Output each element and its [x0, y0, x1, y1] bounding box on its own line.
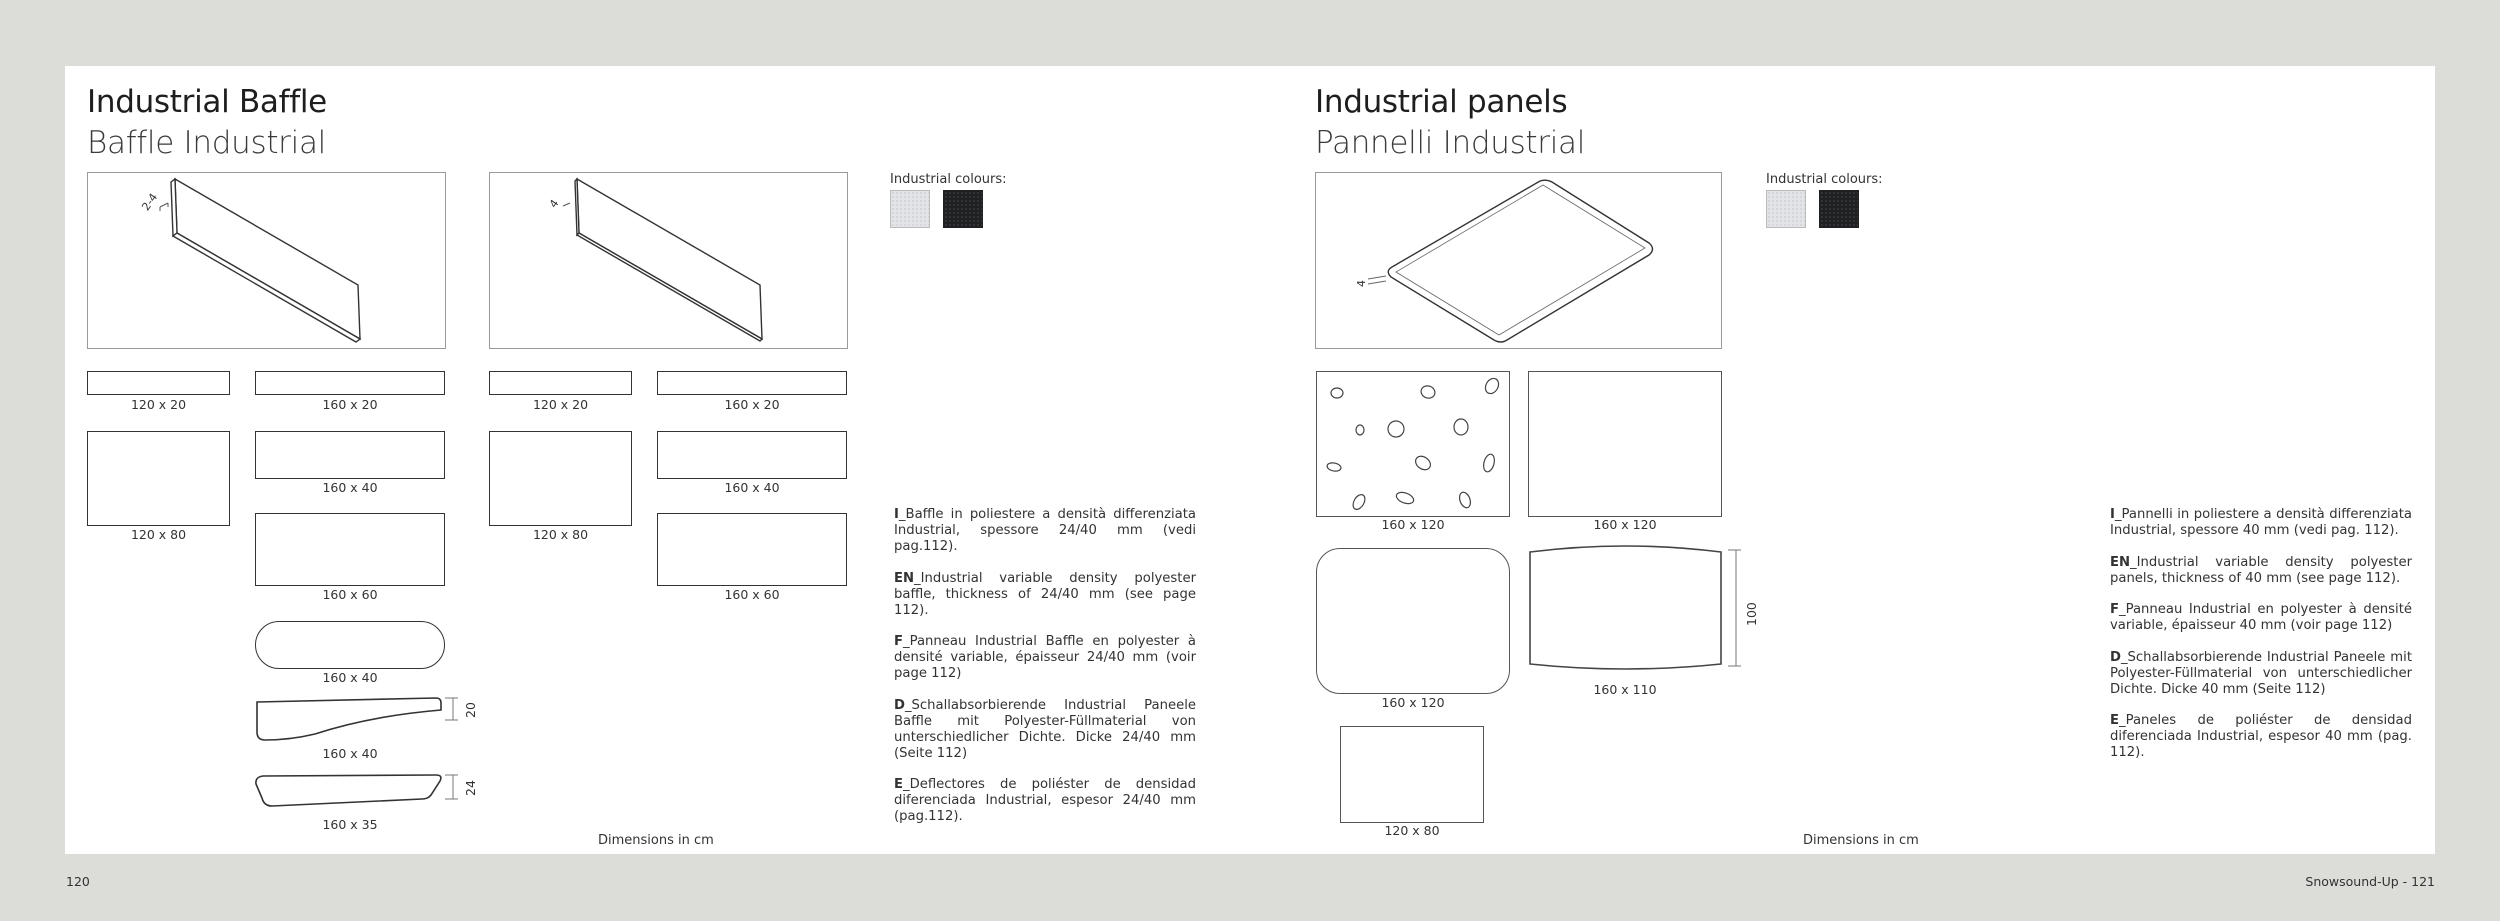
size-label: 120 x 20 [130, 397, 187, 412]
shape-160x60 [657, 513, 847, 586]
left-page-title: Industrial Baffle [87, 84, 327, 120]
size-label: 160 x 40 [322, 670, 378, 685]
right-footnote: Dimensions in cm [1803, 833, 1919, 848]
desc-english: EN_Industrial variable density polyester panels, thickness of 40 mm (see page 112). [2110, 554, 2412, 586]
panel-rounded-160x120 [1316, 548, 1510, 694]
panel-isometric-drawing [1316, 173, 1723, 350]
size-label: 160 x 20 [322, 397, 378, 412]
desc-french: F_Panneau Industrial Baffle en polyester à densité variable, épaisseur 24/40 mm (voir page 112) [894, 634, 1196, 681]
side-dim-100: 100 [1744, 602, 1759, 626]
desc-italian: I_Pannelli in poliestere a densità differenziata Industrial, spessore 40 mm (vedi pag. 112). [2110, 507, 2412, 538]
size-label: 120 x 80 [532, 527, 589, 542]
baffle-isometric-drawing-2 [490, 173, 849, 350]
desc-german: D_Schallabsorbierende Industrial Paneele Baffle mit Polyester-Füllmaterial von unterschiedlicher Dichte. Dicke 24/40 mm (Seite 112) [894, 697, 1196, 761]
desc-english: EN_Industrial variable density polyester baffle, thickness of 24/40 mm (see page 112). [894, 570, 1196, 618]
colour-swatch-light-grey [1766, 190, 1806, 228]
left-page-number: 120 [66, 874, 90, 889]
wave-baffle-shapes [250, 692, 490, 887]
panel-drawing-frame [1315, 172, 1722, 349]
left-page-subtitle: Baffle Industrial [87, 125, 326, 161]
panel-with-holes-160x120 [1316, 371, 1510, 517]
size-label: 120 x 80 [130, 527, 187, 542]
size-label: 120 x 80 [1384, 823, 1440, 838]
baffle-thickness-label-2: 4 [546, 197, 562, 211]
right-page-subtitle: Pannelli Industrial [1315, 125, 1586, 161]
right-page-title: Industrial panels [1315, 84, 1568, 120]
baffle-drawing-frame-2 [489, 172, 848, 349]
left-description [894, 507, 1196, 841]
panel-hole-pattern [1317, 372, 1511, 518]
size-label: 160 x 40 [322, 746, 378, 761]
size-label: 160 x 120 [1593, 517, 1657, 532]
desc-spanish: E_Deflectores de poliéster de densidad diferenciada Industrial, espesor 24/40 mm (pag.112). [894, 777, 1196, 824]
right-description [2110, 507, 2412, 777]
shape-120x20 [489, 371, 632, 395]
shape-120x80 [87, 431, 230, 526]
colour-swatch-light-grey [890, 190, 930, 228]
desc-italian: I_Baffle in poliestere a densità differenziata Industrial, spessore 24/40 mm (vedi pag.112). [894, 507, 1196, 554]
panel-120x80 [1340, 726, 1484, 823]
baffle-isometric-drawing-1 [88, 173, 447, 350]
side-dim-20: 20 [463, 702, 478, 718]
left-colours-label: Industrial colours: [890, 172, 1007, 187]
size-label: 160 x 40 [724, 480, 780, 495]
shape-160x40 [255, 431, 445, 479]
baffle-drawing-frame-1 [87, 172, 446, 349]
size-label: 160 x 40 [322, 480, 378, 495]
catalog-spread [65, 66, 2435, 854]
panel-plain-160x120 [1528, 371, 1722, 517]
shape-120x20 [87, 371, 230, 395]
size-label: 160 x 120 [1381, 695, 1445, 710]
desc-french: F_Panneau Industrial en polyester à densité variable, épaisseur 40 mm (voir page 112) [2110, 602, 2412, 633]
right-page-number: Snowsound-Up - 121 [2305, 874, 2435, 889]
shape-160x60 [255, 513, 445, 586]
desc-spanish: E_Paneles de poliéster de densidad diferenciada Industrial, espesor 40 mm (pag. 112). [2110, 713, 2412, 760]
left-footnote: Dimensions in cm [598, 833, 714, 848]
shape-160x40 [657, 431, 847, 479]
size-label: 160 x 60 [322, 587, 378, 602]
size-label: 160 x 60 [724, 587, 780, 602]
colour-swatch-black [1819, 190, 1859, 228]
size-label: 160 x 20 [724, 397, 780, 412]
size-label: 120 x 20 [532, 397, 589, 412]
size-label: 160 x 110 [1593, 682, 1657, 697]
desc-german: D_Schallabsorbierende Industrial Paneele mit Polyester-Füllmaterial von unterschiedlicher Dichte. Dicke 40 mm (Seite 112) [2110, 649, 2412, 697]
size-label: 160 x 35 [322, 817, 378, 832]
shape-160x20 [255, 371, 445, 395]
panel-thickness-label: 4 [1355, 280, 1368, 287]
side-dim-24: 24 [463, 780, 478, 796]
panel-curved-160x110 [1525, 544, 1765, 694]
shape-160x20 [657, 371, 847, 395]
colour-swatch-black [943, 190, 983, 228]
baffle-thickness-label-1: 2-4 [139, 190, 161, 214]
shape-120x80 [489, 431, 632, 526]
size-label: 160 x 120 [1381, 517, 1445, 532]
right-colours-label: Industrial colours: [1766, 172, 1883, 187]
shape-160x40-rounded [255, 621, 445, 669]
